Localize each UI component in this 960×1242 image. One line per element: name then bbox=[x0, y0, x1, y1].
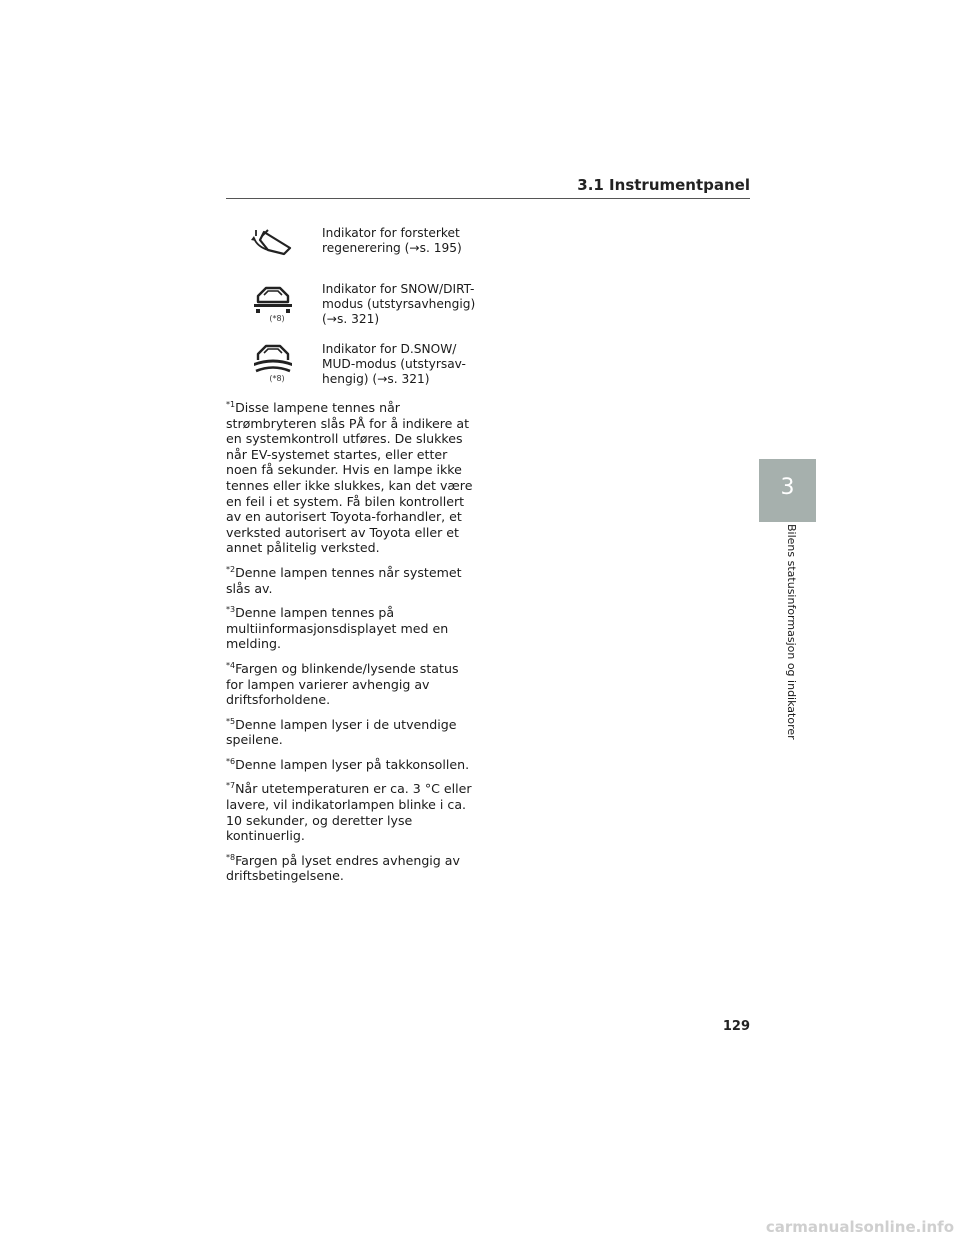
footnote-text: Denne lampen tennes på multiinformasjonsdisplayet med en melding. bbox=[226, 605, 449, 652]
footnote bbox=[226, 717, 478, 748]
footnote bbox=[226, 605, 478, 652]
footnote-marker: *5 bbox=[226, 716, 236, 726]
footnote-marker: *8 bbox=[226, 852, 236, 862]
footnote-text: Denne lampen tennes når systemet slås av. bbox=[226, 564, 462, 596]
indicator-row bbox=[226, 342, 476, 392]
indicator-text-line: MUD-modus (utstyrsav- bbox=[322, 357, 466, 371]
footnotes bbox=[226, 400, 478, 893]
indicator-description bbox=[322, 282, 482, 327]
snow-dirt-mode-indicator-icon bbox=[250, 282, 296, 314]
footnote bbox=[226, 400, 478, 556]
chapter-tab bbox=[759, 459, 816, 522]
footnote-marker: *4 bbox=[226, 660, 236, 670]
footnote bbox=[226, 853, 478, 884]
indicator-text-line: (→s. 321) bbox=[322, 312, 380, 326]
chapter-number: 3 bbox=[780, 475, 795, 500]
page-header-title: 3.1 Instrumentpanel bbox=[577, 176, 750, 194]
footnote bbox=[226, 661, 478, 708]
indicator-text-line: Indikator for forsterket bbox=[322, 226, 460, 240]
indicator-text-line: hengig) (→s. 321) bbox=[322, 372, 430, 386]
footnote-marker: *1 bbox=[226, 399, 236, 409]
footnote-text: Når utetemperaturen er ca. 3 °C eller lavere, vil indikatorlampen blinke i ca. 10 sekunder, og deretter lyse kontinuerlig. bbox=[226, 781, 472, 844]
boost-regeneration-indicator-icon bbox=[250, 226, 296, 260]
indicator-description bbox=[322, 342, 482, 387]
footnote-text: Disse lampene tennes når strømbryteren slås PÅ for å indikere at en systemkontroll utføres. De slukkes når EV-systemet startes, eller etter noen få sekunder. Hvis en lampe ikke tennes eller ikke slukkes, kan det være en feil i et system. Få bilen kontrollert av en autorisert Toyota-forhandler, et verksted autorisert av Toyota eller et annet pålitelig verksted. bbox=[226, 400, 473, 556]
footnote-text: Fargen på lyset endres avhengig av driftsbetingelsene. bbox=[226, 852, 460, 884]
footnote-text: Denne lampen lyser i de utvendige speilene. bbox=[226, 716, 457, 748]
footnote-marker: *7 bbox=[226, 781, 236, 791]
watermark: carmanualsonline.info bbox=[765, 1218, 954, 1236]
indicator-footnote-ref: (*8) bbox=[269, 314, 285, 323]
footnote-marker: *2 bbox=[226, 564, 236, 574]
footnote-text: Fargen og blinkende/lysende status for lampen varierer avhengig av driftsforholdene. bbox=[226, 660, 459, 708]
footnote bbox=[226, 757, 478, 773]
indicator-text-line: regenerering (→s. 195) bbox=[322, 241, 462, 255]
indicator-description bbox=[322, 226, 482, 256]
indicator-text-line: Indikator for SNOW/DIRT- bbox=[322, 282, 475, 296]
chapter-label: Bilens statusinformasjon og indikatorer bbox=[785, 524, 798, 740]
footnote-marker: *3 bbox=[226, 604, 236, 614]
footnote-text: Denne lampen lyser på takkonsollen. bbox=[235, 756, 470, 772]
footnote bbox=[226, 781, 478, 843]
indicator-footnote-ref: (*8) bbox=[269, 374, 285, 383]
page-number: 129 bbox=[722, 1019, 750, 1034]
indicator-text-line: Indikator for D.SNOW/ bbox=[322, 342, 457, 356]
indicator-row bbox=[226, 282, 476, 332]
footnote-marker: *6 bbox=[226, 756, 236, 766]
header-rule bbox=[226, 198, 750, 199]
dsnow-mud-mode-indicator-icon bbox=[250, 342, 296, 374]
indicator-row bbox=[226, 226, 476, 266]
indicator-text-line: modus (utstyrsavhengig) bbox=[322, 297, 476, 311]
footnote bbox=[226, 565, 478, 596]
